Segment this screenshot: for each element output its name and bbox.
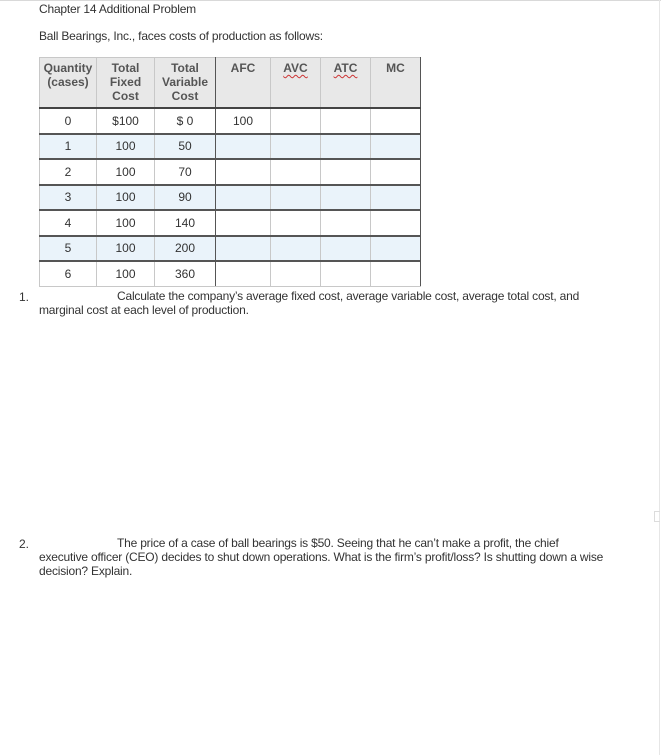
table-row [40,261,421,286]
cell-afc[interactable] [216,236,271,262]
cell-quantity: 2 [40,159,97,185]
question-2-line-3: decision? Explain. [39,564,133,578]
cell-mc[interactable] [371,236,421,262]
cell-tfc: 100 [97,261,155,286]
cell-tvc: 200 [155,236,216,262]
cell-atc[interactable] [321,236,371,262]
cell-quantity: 5 [40,236,97,262]
table-row [40,134,421,160]
margin-marker [654,511,660,522]
question-2-line-2: executive officer (CEO) decides to shut down operations. What is the firm’s profit/loss? Is shutting down a wise [39,550,604,564]
cell-tfc: 100 [97,134,155,160]
cell-tvc: $ 0 [155,108,216,134]
cell-tfc: $100 [97,108,155,134]
cell-tfc: 100 [97,210,155,236]
cell-tvc: 50 [155,134,216,160]
header-avc: AVC [271,58,321,109]
cell-quantity: 1 [40,134,97,160]
cell-mc[interactable] [371,159,421,185]
cell-tfc: 100 [97,159,155,185]
header-atc: ATC [321,58,371,109]
cell-avc[interactable] [271,134,321,160]
cell-afc[interactable] [216,185,271,211]
cell-tfc: 100 [97,185,155,211]
table-row [40,108,421,134]
cell-atc[interactable] [321,185,371,211]
cell-afc[interactable] [216,159,271,185]
cell-mc[interactable] [371,210,421,236]
cell-avc[interactable] [271,185,321,211]
cell-atc[interactable] [321,159,371,185]
cell-avc[interactable] [271,261,321,286]
table-row [40,185,421,211]
cell-atc[interactable] [321,108,371,134]
header-quantity: Quantity (cases) [40,58,97,109]
cell-mc[interactable] [371,185,421,211]
cell-quantity: 4 [40,210,97,236]
cell-mc[interactable] [371,134,421,160]
top-divider [0,0,661,1]
cell-quantity: 0 [40,108,97,134]
cell-quantity: 3 [40,185,97,211]
header-afc: AFC [216,58,271,109]
document-title: Chapter 14 Additional Problem [39,2,196,16]
cell-tvc: 360 [155,261,216,286]
problem-intro: Ball Bearings, Inc., faces costs of production as follows: [39,29,323,43]
cell-afc[interactable] [216,210,271,236]
cell-avc[interactable] [271,210,321,236]
cell-avc[interactable] [271,159,321,185]
question-1-line-1: Calculate the company’s average fixed cost, average variable cost, average total cost, and [117,289,580,303]
table-row [40,159,421,185]
question-2-line-1: The price of a case of ball bearings is $50. Seeing that he can’t make a profit, the chief [117,536,559,550]
cell-afc[interactable] [216,134,271,160]
cell-avc[interactable] [271,236,321,262]
cell-afc[interactable] [216,261,271,286]
header-total-fixed-cost: Total Fixed Cost [97,58,155,109]
cell-tvc: 90 [155,185,216,211]
question-1-line-2: marginal cost at each level of production. [39,303,249,317]
table-header-row [40,58,421,109]
table-row [40,210,421,236]
cell-tfc: 100 [97,236,155,262]
right-edge-divider [659,0,660,755]
cell-tvc: 140 [155,210,216,236]
header-mc: MC [371,58,421,109]
header-total-variable-cost: Total Variable Cost [155,58,216,109]
cell-quantity: 6 [40,261,97,286]
cost-table [39,57,421,287]
table-row [40,236,421,262]
cell-mc[interactable] [371,261,421,286]
question-1-number: 1. [19,290,30,304]
cell-atc[interactable] [321,210,371,236]
cell-atc[interactable] [321,261,371,286]
cell-avc[interactable] [271,108,321,134]
cell-afc[interactable]: 100 [216,108,271,134]
cell-atc[interactable] [321,134,371,160]
cell-mc[interactable] [371,108,421,134]
cell-tvc: 70 [155,159,216,185]
question-2-number: 2. [19,537,30,551]
